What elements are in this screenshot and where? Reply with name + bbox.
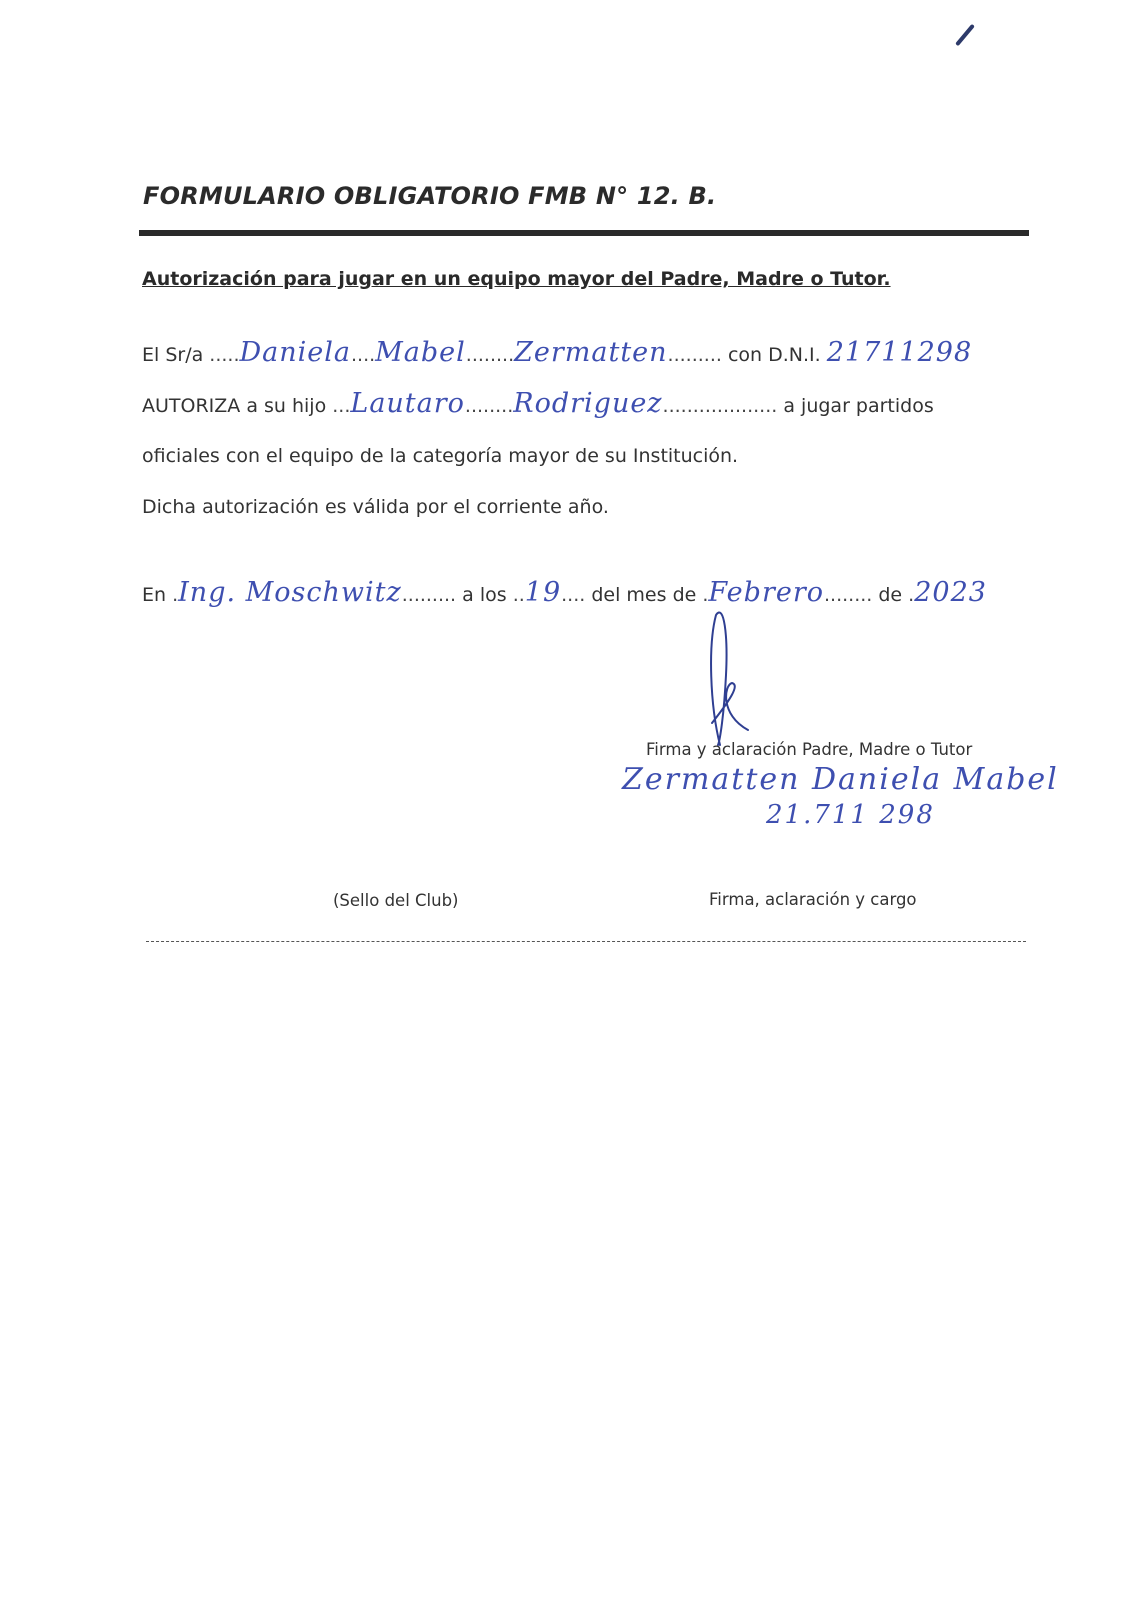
parent-prefix: El Sr/a (142, 344, 204, 366)
parent-first-name[interactable]: Daniela (239, 337, 351, 368)
line-parent-name: El Sr/a .....Daniela....Mabel........Zermatten......... con D.N.I. 21711298 (142, 337, 973, 368)
line-place-date: En .Ing. Moschwitz......... a los ..19.... del mes de .Febrero........ de .2023 (142, 577, 987, 608)
place-value[interactable]: Ing. Moschwitz (178, 577, 402, 608)
form-subtitle: Autorización para jugar en un equipo mayor del Padre, Madre o Tutor. (142, 268, 891, 290)
club-signature-label: Firma, aclaración y cargo (709, 890, 917, 909)
form-title: FORMULARIO OBLIGATORIO FMB N° 12. B. (143, 182, 717, 210)
child-last-name[interactable]: Rodriguez (513, 388, 663, 419)
del-mes-label: del mes de (591, 584, 697, 606)
cut-line (146, 941, 1026, 942)
parent-last-name[interactable]: Zermatten (514, 337, 668, 368)
title-divider (139, 230, 1029, 236)
club-seal-label: (Sello del Club) (333, 891, 459, 910)
day-value[interactable]: 19 (524, 577, 562, 608)
signature-aclaracion-dni[interactable]: 21.711 298 (766, 800, 935, 830)
line-child-name: AUTORIZA a su hijo ...Lautaro........Rodriguez................... a jugar partidos (142, 388, 934, 419)
child-suffix: a jugar partidos (783, 395, 934, 417)
parent-middle-name[interactable]: Mabel (375, 337, 466, 368)
year-label: de (878, 584, 903, 606)
place-prefix: En (142, 584, 167, 606)
dni-label: con D.N.I. (727, 344, 821, 366)
line-validity-text: Dicha autorización es válida por el corriente año. (142, 496, 609, 518)
child-first-name[interactable]: Lautaro (350, 388, 465, 419)
signature-caption: Firma y aclaración Padre, Madre o Tutor (646, 740, 973, 759)
a-los-label: a los (462, 584, 507, 606)
child-prefix: AUTORIZA a su hijo (142, 395, 327, 417)
year-value[interactable]: 2023 (914, 577, 987, 608)
corner-pen-mark (955, 24, 975, 46)
parent-signature (690, 605, 780, 755)
month-value[interactable]: Febrero (708, 577, 824, 608)
dni-value[interactable]: 21711298 (826, 337, 973, 368)
line-category-text: oficiales con el equipo de la categoría mayor de su Institución. (142, 445, 739, 467)
signature-aclaracion-name[interactable]: Zermatten Daniela Mabel (622, 762, 1059, 797)
